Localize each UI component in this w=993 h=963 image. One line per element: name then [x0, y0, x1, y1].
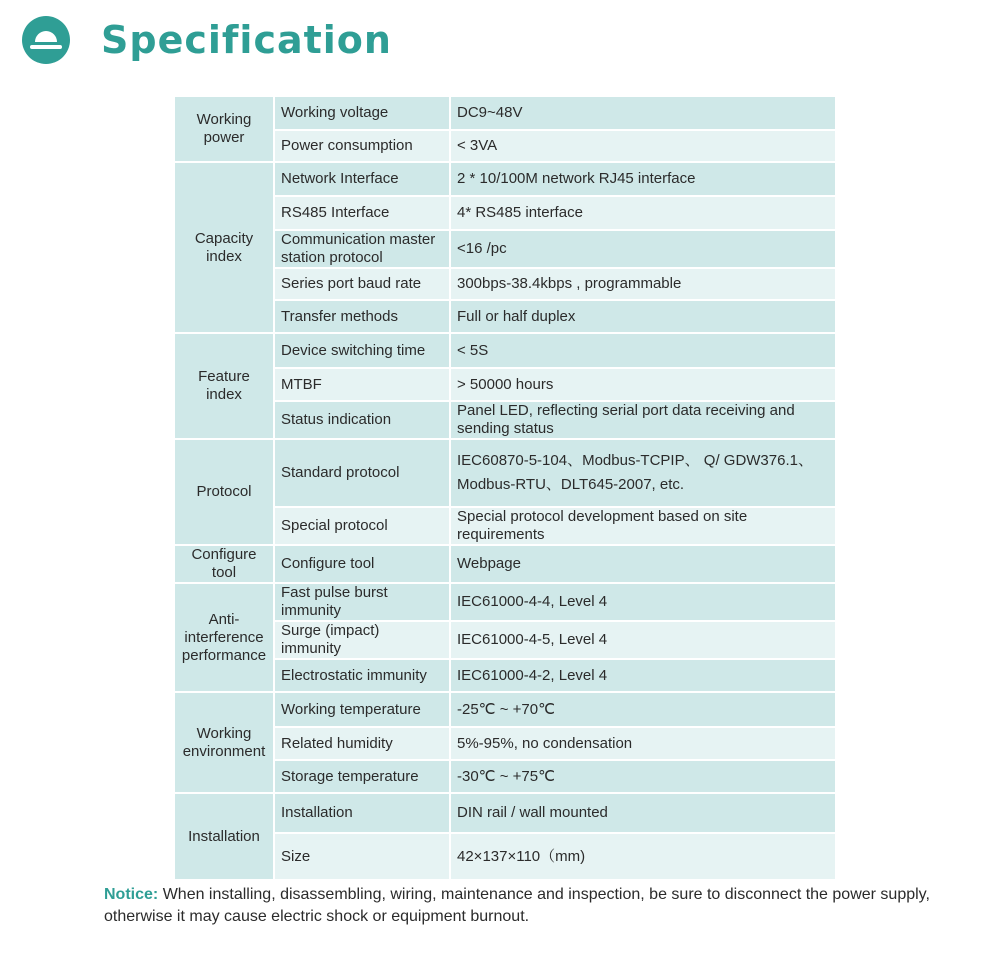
- spec-value: Special protocol development based on site requirements: [450, 507, 836, 545]
- spec-param: Transfer methods: [274, 300, 450, 333]
- spec-value: 4* RS485 interface: [450, 196, 836, 230]
- group-capacity-index: Capacity index: [174, 162, 274, 333]
- spec-param: Device switching time: [274, 333, 450, 368]
- spec-value: 5%-95%, no condensation: [450, 727, 836, 760]
- spec-value: 42×137×110（mm): [450, 833, 836, 880]
- spec-param: Power consumption: [274, 130, 450, 162]
- spec-value: Full or half duplex: [450, 300, 836, 333]
- spec-param: Working temperature: [274, 692, 450, 727]
- group-feature-index: Feature index: [174, 333, 274, 439]
- spec-value: 2 * 10/100M network RJ45 interface: [450, 162, 836, 196]
- spec-value: IEC61000-4-2, Level 4: [450, 659, 836, 692]
- group-installation: Installation: [174, 793, 274, 880]
- spec-param: Size: [274, 833, 450, 880]
- spec-param: Electrostatic immunity: [274, 659, 450, 692]
- spec-value: < 3VA: [450, 130, 836, 162]
- spec-param: RS485 Interface: [274, 196, 450, 230]
- spec-param: Storage temperature: [274, 760, 450, 793]
- spec-value: DC9~48V: [450, 96, 836, 130]
- spec-param: Configure tool: [274, 545, 450, 583]
- notice-body: When installing, disassembling, wiring, maintenance and inspection, be sure to disconnect the power supply, otherwise it may cause electric shock or equipment burnout.: [104, 886, 930, 925]
- group-configure-tool: Configure tool: [174, 545, 274, 583]
- spec-value: > 50000 hours: [450, 368, 836, 401]
- spec-param: Special protocol: [274, 507, 450, 545]
- spec-param: Surge (impact) immunity: [274, 621, 450, 659]
- spec-value: DIN rail / wall mounted: [450, 793, 836, 833]
- spec-value: -25℃ ~ +70℃: [450, 692, 836, 727]
- spec-value: IEC61000-4-5, Level 4: [450, 621, 836, 659]
- dome-lamp-icon: [22, 16, 70, 64]
- spec-param: MTBF: [274, 368, 450, 401]
- spec-value: Panel LED, reflecting serial port data receiving and sending status: [450, 401, 836, 439]
- spec-param: Network Interface: [274, 162, 450, 196]
- page-header: [22, 14, 392, 66]
- spec-param: Installation: [274, 793, 450, 833]
- spec-param: Status indication: [274, 401, 450, 439]
- page-title: Specification: [101, 18, 392, 62]
- spec-value: 300bps-38.4kbps , programmable: [450, 268, 836, 300]
- notice-label: Notice:: [104, 886, 159, 903]
- spec-value: IEC61000-4-4, Level 4: [450, 583, 836, 621]
- spec-value: Webpage: [450, 545, 836, 583]
- spec-param: Working voltage: [274, 96, 450, 130]
- group-working-environment: Working environment: [174, 692, 274, 793]
- notice-text: [104, 884, 944, 928]
- spec-param: Communication master station protocol: [274, 230, 450, 268]
- spec-param: Related humidity: [274, 727, 450, 760]
- spec-param: Fast pulse burst immunity: [274, 583, 450, 621]
- spec-param: Series port baud rate: [274, 268, 450, 300]
- group-protocol: Protocol: [174, 439, 274, 545]
- spec-param: Standard protocol: [274, 439, 450, 507]
- spec-value: -30℃ ~ +75℃: [450, 760, 836, 793]
- spec-value: <16 /pc: [450, 230, 836, 268]
- spec-value: < 5S: [450, 333, 836, 368]
- group-anti-interference: Anti-interference performance: [174, 583, 274, 692]
- group-working-power: Working power: [174, 96, 274, 162]
- spec-value: IEC60870-5-104、Modbus-TCPIP、 Q/ GDW376.1、Modbus-RTU、DLT645-2007, etc.: [450, 439, 836, 507]
- specification-table: [173, 95, 837, 881]
